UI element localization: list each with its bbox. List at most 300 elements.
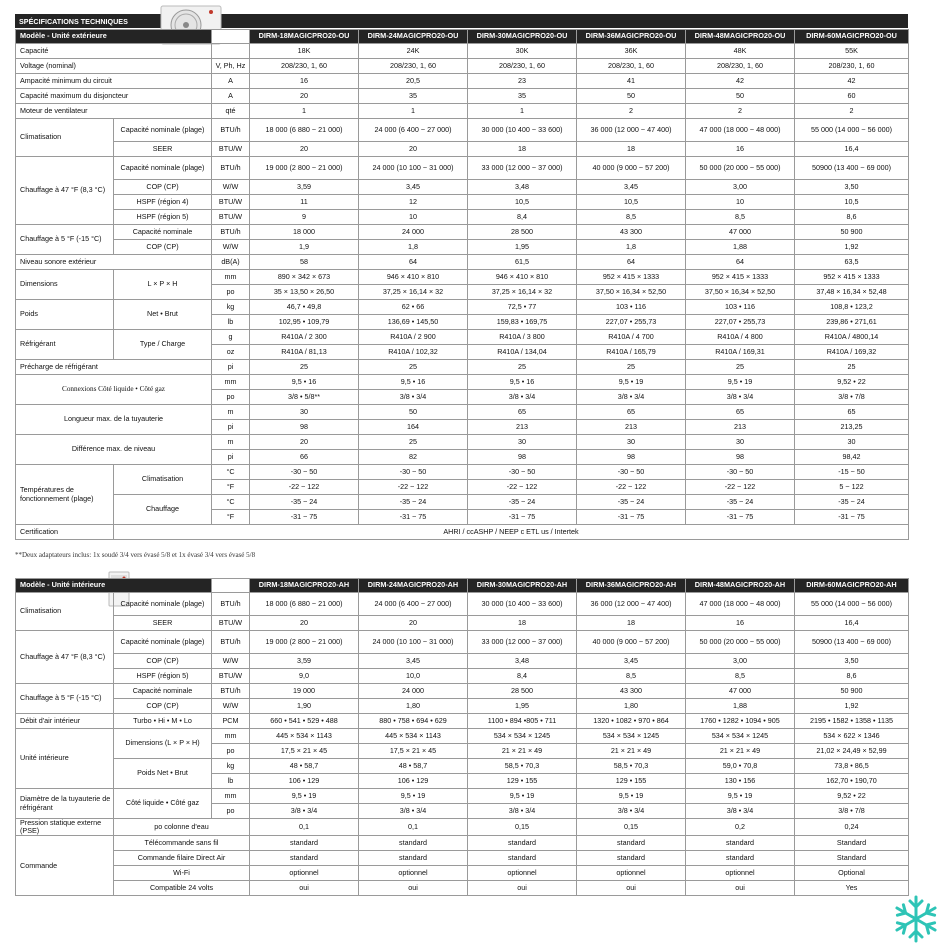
value-cell: -31 ~ 75 xyxy=(686,510,795,525)
unit-cell: g xyxy=(212,330,250,345)
value-cell: 106 • 129 xyxy=(250,774,359,789)
value-cell: -22 ~ 122 xyxy=(577,480,686,495)
value-cell: 3,59 xyxy=(250,180,359,195)
row-header: Moteur de ventilateur xyxy=(16,104,212,119)
value-cell: standard xyxy=(359,851,468,866)
table-row xyxy=(16,465,909,480)
value-cell: 9,5 • 16 xyxy=(468,375,577,390)
value-cell: 98,42 xyxy=(795,450,909,465)
sub-header: Chauffage xyxy=(114,495,212,525)
value-cell: 1,80 xyxy=(577,699,686,714)
value-cell: 36 000 (12 000 ~ 47 400) xyxy=(577,119,686,142)
outdoor-model-4: DIRM-36MAGICPRO20-OU xyxy=(577,30,686,44)
value-cell: 47 000 (18 000 ~ 48 000) xyxy=(686,119,795,142)
value-cell: 50 xyxy=(577,89,686,104)
value-cell: 42 xyxy=(795,74,909,89)
value-cell: 17,5 × 21 × 45 xyxy=(250,744,359,759)
value-cell: -31 ~ 75 xyxy=(468,510,577,525)
value-cell: 25 xyxy=(359,435,468,450)
value-cell: 1,95 xyxy=(468,699,577,714)
value-cell: 64 xyxy=(686,255,795,270)
value-cell: 10,0 xyxy=(359,669,468,684)
value-cell: 62 • 66 xyxy=(359,300,468,315)
value-cell: 227,07 • 255,73 xyxy=(577,315,686,330)
value-cell: 208/230, 1, 60 xyxy=(795,59,909,74)
section-title: SPÉCIFICATIONS TECHNIQUES xyxy=(15,14,908,28)
unit-cell: BTU/h xyxy=(212,684,250,699)
value-cell: 3/8 • 3/4 xyxy=(686,390,795,405)
unit-cell: mm xyxy=(212,375,250,390)
certification-logos: AHRI / ccASHP / NEEP c ETL us / Intertek xyxy=(114,525,909,540)
value-cell: 8,4 xyxy=(468,210,577,225)
value-cell: 3/8 • 3/4 xyxy=(468,804,577,819)
value-cell: -30 ~ 50 xyxy=(468,465,577,480)
unit-cell: W/W xyxy=(212,699,250,714)
table-row xyxy=(16,631,909,654)
value-cell: 50900 (13 400 ~ 69 000) xyxy=(795,157,909,180)
table-row xyxy=(16,59,909,74)
value-cell: 3/8 • 3/4 xyxy=(250,804,359,819)
value-cell: 9,0 xyxy=(250,669,359,684)
value-cell: 130 • 156 xyxy=(686,774,795,789)
unit-cell: po xyxy=(212,285,250,300)
value-cell: 73,8 • 86,5 xyxy=(795,759,909,774)
unit-cell: BTU/W xyxy=(212,616,250,631)
value-cell: R410A / 102,32 xyxy=(359,345,468,360)
value-cell: 9,5 • 19 xyxy=(686,375,795,390)
value-cell: Standard xyxy=(795,851,909,866)
value-cell: 8,4 xyxy=(468,669,577,684)
value-cell: R410A / 165,79 xyxy=(577,345,686,360)
value-cell: R410A / 2 300 xyxy=(250,330,359,345)
value-cell: 3,50 xyxy=(795,654,909,669)
table-row xyxy=(16,240,909,255)
value-cell: 16,4 xyxy=(795,616,909,631)
value-cell: 36 000 (12 000 ~ 47 400) xyxy=(577,593,686,616)
unit-cell: BTU/W xyxy=(212,195,250,210)
table-row xyxy=(16,593,909,616)
value-cell: 30 xyxy=(795,435,909,450)
value-cell: 534 × 534 × 1245 xyxy=(468,729,577,744)
row-header: Pression statique externe (PSE) xyxy=(16,819,114,836)
indoor-model-2: DIRM-24MAGICPRO20-AH xyxy=(359,579,468,593)
outdoor-model-5: DIRM-48MAGICPRO20-OU xyxy=(686,30,795,44)
unit-cell: °F xyxy=(212,510,250,525)
unit-cell: kg xyxy=(212,759,250,774)
value-cell: 213 xyxy=(468,420,577,435)
value-cell: 1,88 xyxy=(686,699,795,714)
table-row xyxy=(16,654,909,669)
value-cell: 952 × 415 × 1333 xyxy=(795,270,909,285)
value-cell: 1 xyxy=(359,104,468,119)
value-cell: 1,88 xyxy=(686,240,795,255)
value-cell: 3,45 xyxy=(359,180,468,195)
value-cell: 8,5 xyxy=(686,669,795,684)
group-header: Longueur max. de la tuyauterie xyxy=(16,405,212,435)
value-cell: -35 ~ 24 xyxy=(359,495,468,510)
snowflake-logo-icon xyxy=(890,893,942,945)
table-row xyxy=(16,866,909,881)
value-cell: 25 xyxy=(468,360,577,375)
value-cell: 0,15 xyxy=(468,819,577,836)
value-cell: 24K xyxy=(359,44,468,59)
value-cell: 2 xyxy=(686,104,795,119)
value-cell: 20,5 xyxy=(359,74,468,89)
row-header: Certification xyxy=(16,525,114,540)
value-cell: 5 ~ 122 xyxy=(795,480,909,495)
value-cell: 8,5 xyxy=(577,669,686,684)
group-header: Poids xyxy=(16,300,114,330)
value-cell: 61,5 xyxy=(468,255,577,270)
sub-header: Capacité nominale (plage) xyxy=(114,631,212,654)
value-cell: 20 xyxy=(359,616,468,631)
value-cell: 3/8 • 3/4 xyxy=(468,390,577,405)
value-cell: 11 xyxy=(250,195,359,210)
value-cell: 33 000 (12 000 ~ 37 000) xyxy=(468,631,577,654)
value-cell: 3/8 • 3/4 xyxy=(577,390,686,405)
sub-header: Capacité nominale (plage) xyxy=(114,593,212,616)
value-cell: -31 ~ 75 xyxy=(359,510,468,525)
row-header: Précharge de réfrigérant xyxy=(16,360,212,375)
value-cell: 0,1 xyxy=(359,819,468,836)
value-cell: 24 000 xyxy=(359,684,468,699)
unit-cell: BTU/h xyxy=(212,157,250,180)
table-row xyxy=(16,255,909,270)
sub-header: Côté liquide • Côté gaz xyxy=(114,789,212,819)
value-cell: 2195 • 1582 • 1358 • 1135 xyxy=(795,714,909,729)
value-cell: 534 × 622 × 1346 xyxy=(795,729,909,744)
table-row xyxy=(16,300,909,315)
unit-cell: W/W xyxy=(212,180,250,195)
value-cell: 48 • 58,7 xyxy=(250,759,359,774)
sub-header: HSPF (région 5) xyxy=(114,210,212,225)
value-cell: 42 xyxy=(686,74,795,89)
value-cell: 0,1 xyxy=(250,819,359,836)
value-cell: 12 xyxy=(359,195,468,210)
value-cell: 41 xyxy=(577,74,686,89)
value-cell: 20 xyxy=(250,435,359,450)
value-cell: 98 xyxy=(686,450,795,465)
value-cell: 3,00 xyxy=(686,654,795,669)
table-row xyxy=(16,851,909,866)
value-cell: 3,45 xyxy=(577,180,686,195)
value-cell: standard xyxy=(577,851,686,866)
group-header: Chauffage à 5 °F (-15 °C) xyxy=(16,225,114,255)
value-cell: 534 × 534 × 1245 xyxy=(686,729,795,744)
value-cell: 98 xyxy=(577,450,686,465)
value-cell: standard xyxy=(250,836,359,851)
value-cell: 8,6 xyxy=(795,210,909,225)
indoor-model-6: DIRM-60MAGICPRO20-AH xyxy=(795,579,909,593)
value-cell: 23 xyxy=(468,74,577,89)
value-cell: R410A / 2 900 xyxy=(359,330,468,345)
value-cell: R410A / 81,13 xyxy=(250,345,359,360)
row-header: Débit d'air intérieur xyxy=(16,714,114,729)
table-row xyxy=(16,699,909,714)
value-cell: 50 xyxy=(686,89,795,104)
value-cell: 208/230, 1, 60 xyxy=(359,59,468,74)
value-cell: 102,95 • 109,79 xyxy=(250,315,359,330)
value-cell: 43 300 xyxy=(577,684,686,699)
sub-header: Capacité nominale xyxy=(114,225,212,240)
value-cell: 28 500 xyxy=(468,225,577,240)
sub-header: HSPF (région 5) xyxy=(114,669,212,684)
value-cell: 0,24 xyxy=(795,819,909,836)
value-cell: 1,95 xyxy=(468,240,577,255)
value-cell: 24 000 (10 100 ~ 31 000) xyxy=(359,631,468,654)
unit-cell: mm xyxy=(212,789,250,804)
outdoor-model-2: DIRM-24MAGICPRO20-OU xyxy=(359,30,468,44)
value-cell: R410A / 169,32 xyxy=(795,345,909,360)
value-cell: 129 • 155 xyxy=(577,774,686,789)
indoor-model-5: DIRM-48MAGICPRO20-AH xyxy=(686,579,795,593)
unit-cell: pi xyxy=(212,450,250,465)
outdoor-model-label: Modèle - Unité extérieure xyxy=(16,30,212,44)
value-cell: 208/230, 1, 60 xyxy=(250,59,359,74)
value-cell: optionnel xyxy=(686,866,795,881)
unit-cell: V, Ph, Hz xyxy=(212,59,250,74)
sub-header: Télécommande sans fil xyxy=(114,836,250,851)
value-cell: 37,50 × 16,34 × 52,50 xyxy=(686,285,795,300)
value-cell: 25 xyxy=(250,360,359,375)
value-cell: 1,8 xyxy=(577,240,686,255)
table-row xyxy=(16,759,909,774)
value-cell: 47 000 xyxy=(686,225,795,240)
unit-cell: °F xyxy=(212,480,250,495)
unit-cell: po xyxy=(212,744,250,759)
unit-cell: pi xyxy=(212,420,250,435)
value-cell: 3,48 xyxy=(468,654,577,669)
indoor-model-3: DIRM-30MAGICPRO20-AH xyxy=(468,579,577,593)
value-cell: 9,5 • 16 xyxy=(359,375,468,390)
value-cell: optionnel xyxy=(250,866,359,881)
unit-cell: qté xyxy=(212,104,250,119)
row-header: Voltage (nominal) xyxy=(16,59,212,74)
value-cell: 1,92 xyxy=(795,699,909,714)
value-cell: 9,52 • 22 xyxy=(795,375,909,390)
sub-header: Poids Net • Brut xyxy=(114,759,212,789)
value-cell: 445 × 534 × 1143 xyxy=(250,729,359,744)
value-cell: 164 xyxy=(359,420,468,435)
value-cell: 10,5 xyxy=(795,195,909,210)
value-cell: Standard xyxy=(795,836,909,851)
outdoor-spec-table xyxy=(15,29,909,540)
value-cell: -22 ~ 122 xyxy=(468,480,577,495)
value-cell: 28 500 xyxy=(468,684,577,699)
value-cell: 0,15 xyxy=(577,819,686,836)
value-cell: 47 000 (18 000 ~ 48 000) xyxy=(686,593,795,616)
value-cell: 1 xyxy=(468,104,577,119)
indoor-model-4: DIRM-36MAGICPRO20-AH xyxy=(577,579,686,593)
group-header: Diamètre de la tuyauterie de réfrigérant xyxy=(16,789,114,819)
outdoor-model-6: DIRM-60MAGICPRO20-OU xyxy=(795,30,909,44)
value-cell: 50 000 (20 000 ~ 55 000) xyxy=(686,631,795,654)
value-cell: 65 xyxy=(795,405,909,420)
table-row xyxy=(16,119,909,142)
value-cell: 25 xyxy=(359,360,468,375)
value-cell: 60 xyxy=(795,89,909,104)
value-cell: 3,48 xyxy=(468,180,577,195)
outdoor-model-3: DIRM-30MAGICPRO20-OU xyxy=(468,30,577,44)
table-row xyxy=(16,330,909,345)
value-cell: 64 xyxy=(359,255,468,270)
value-cell: 58,5 • 70,3 xyxy=(468,759,577,774)
value-cell: 3,50 xyxy=(795,180,909,195)
value-cell: 3/8 • 7/8 xyxy=(795,390,909,405)
table-row xyxy=(16,789,909,804)
value-cell: 1,92 xyxy=(795,240,909,255)
value-cell: Yes xyxy=(795,881,909,896)
group-header: Chauffage à 5 °F (-15 °C) xyxy=(16,684,114,714)
value-cell: 63,5 xyxy=(795,255,909,270)
value-cell: 21 × 21 × 49 xyxy=(686,744,795,759)
value-cell: 103 • 116 xyxy=(577,300,686,315)
value-cell: -22 ~ 122 xyxy=(686,480,795,495)
value-cell: -30 ~ 50 xyxy=(250,465,359,480)
unit-cell: BTU/h xyxy=(212,631,250,654)
group-header: Connexions Côté liquide • Côté gaz xyxy=(16,375,212,405)
sub-header: Capacité nominale xyxy=(114,684,212,699)
value-cell: 108,8 • 123,2 xyxy=(795,300,909,315)
value-cell: optionnel xyxy=(468,866,577,881)
value-cell: 1,80 xyxy=(359,699,468,714)
value-cell: 3,45 xyxy=(359,654,468,669)
value-cell: -31 ~ 75 xyxy=(577,510,686,525)
value-cell: 50 000 (20 000 ~ 55 000) xyxy=(686,157,795,180)
value-cell: 55 000 (14 000 ~ 56 000) xyxy=(795,593,909,616)
value-cell: 129 • 155 xyxy=(468,774,577,789)
value-cell: optionnel xyxy=(359,866,468,881)
value-cell: 18K xyxy=(250,44,359,59)
unit-cell: PCM xyxy=(212,714,250,729)
value-cell: 58 xyxy=(250,255,359,270)
sub-header: HSPF (région 4) xyxy=(114,195,212,210)
value-cell: 30 xyxy=(250,405,359,420)
table-row xyxy=(16,375,909,390)
sub-header: Capacité nominale (plage) xyxy=(114,119,212,142)
value-cell: 50 900 xyxy=(795,684,909,699)
sub-header: Turbo • Hi • M • Lo xyxy=(114,714,212,729)
value-cell: 2 xyxy=(577,104,686,119)
group-header: Réfrigérant xyxy=(16,330,114,360)
value-cell: 30 000 (10 400 ~ 33 600) xyxy=(468,119,577,142)
unit-cell: lb xyxy=(212,774,250,789)
value-cell: 18 000 (6 880 ~ 21 000) xyxy=(250,119,359,142)
value-cell: standard xyxy=(468,851,577,866)
value-cell: 59,0 • 70,8 xyxy=(686,759,795,774)
unit-cell: BTU/W xyxy=(212,669,250,684)
value-cell: 10,5 xyxy=(468,195,577,210)
value-cell: 208/230, 1, 60 xyxy=(577,59,686,74)
unit-cell: dB(A) xyxy=(212,255,250,270)
footnote: **Deux adaptateurs inclus: 1x soudé 3/4 vers évasé 5/8 et 1x évasé 3/4 vers évasé 5/8 xyxy=(15,551,256,559)
value-cell: 9,5 • 19 xyxy=(686,789,795,804)
table-row xyxy=(16,819,909,836)
value-cell: 20 xyxy=(250,89,359,104)
value-cell: 213 xyxy=(577,420,686,435)
value-cell: 25 xyxy=(686,360,795,375)
unit-cell: A xyxy=(212,74,250,89)
table-row xyxy=(16,180,909,195)
value-cell: oui xyxy=(686,881,795,896)
table-row xyxy=(16,225,909,240)
table-row xyxy=(16,157,909,180)
value-cell: 30 000 (10 400 ~ 33 600) xyxy=(468,593,577,616)
table-row xyxy=(16,616,909,631)
unit-cell: pi xyxy=(212,360,250,375)
value-cell: 3,59 xyxy=(250,654,359,669)
value-cell: 35 xyxy=(468,89,577,104)
value-cell: 37,50 × 16,34 × 52,50 xyxy=(577,285,686,300)
value-cell: -35 ~ 24 xyxy=(468,495,577,510)
value-cell: -35 ~ 24 xyxy=(577,495,686,510)
value-cell: 9,5 • 16 xyxy=(250,375,359,390)
value-cell: 3,45 xyxy=(577,654,686,669)
value-cell: 880 • 758 • 694 • 629 xyxy=(359,714,468,729)
value-cell: 46,7 • 49,8 xyxy=(250,300,359,315)
value-cell: 30 xyxy=(577,435,686,450)
value-cell: Optional xyxy=(795,866,909,881)
value-cell: standard xyxy=(686,836,795,851)
unit-cell: W/W xyxy=(212,240,250,255)
unit-cell: lb xyxy=(212,315,250,330)
value-cell: 946 × 410 × 810 xyxy=(468,270,577,285)
value-cell: -35 ~ 24 xyxy=(795,495,909,510)
value-cell: 3/8 • 3/4 xyxy=(359,390,468,405)
row-header: Capacité maximum du disjoncteur xyxy=(16,89,212,104)
value-cell: optionnel xyxy=(577,866,686,881)
value-cell: 0,2 xyxy=(686,819,795,836)
value-cell: 48K xyxy=(686,44,795,59)
value-cell: standard xyxy=(468,836,577,851)
value-cell: 208/230, 1, 60 xyxy=(686,59,795,74)
row-header: Niveau sonore extérieur xyxy=(16,255,212,270)
sub-header: Net • Brut xyxy=(114,300,212,330)
value-cell: 159,83 • 169,75 xyxy=(468,315,577,330)
unit-cell: mm xyxy=(212,270,250,285)
value-cell: 24 000 xyxy=(359,225,468,240)
value-cell: 1 xyxy=(250,104,359,119)
value-cell: 9,5 • 19 xyxy=(468,789,577,804)
sub-header: Climatisation xyxy=(114,465,212,495)
value-cell: 3,00 xyxy=(686,180,795,195)
sub-header: po colonne d'eau xyxy=(114,819,250,836)
table-row xyxy=(16,525,909,540)
value-cell: -22 ~ 122 xyxy=(359,480,468,495)
table-row xyxy=(16,89,909,104)
table-row xyxy=(16,435,909,450)
value-cell: 16 xyxy=(686,616,795,631)
value-cell: 952 × 415 × 1333 xyxy=(577,270,686,285)
table-row xyxy=(16,495,909,510)
blank-cell xyxy=(212,44,250,59)
value-cell: 1760 • 1282 • 1094 • 905 xyxy=(686,714,795,729)
value-cell: 208/230, 1, 60 xyxy=(468,59,577,74)
value-cell: 48 • 58,7 xyxy=(359,759,468,774)
group-header: Températures de fonctionnement (plage) xyxy=(16,465,114,525)
value-cell: 106 • 129 xyxy=(359,774,468,789)
value-cell: 40 000 (9 000 ~ 57 200) xyxy=(577,631,686,654)
value-cell: 50 900 xyxy=(795,225,909,240)
value-cell: 8,6 xyxy=(795,669,909,684)
table-row xyxy=(16,270,909,285)
value-cell: 17,5 × 21 × 45 xyxy=(359,744,468,759)
table-row xyxy=(16,142,909,157)
value-cell: 18 xyxy=(577,616,686,631)
value-cell: 103 • 116 xyxy=(686,300,795,315)
value-cell: -31 ~ 75 xyxy=(250,510,359,525)
group-header: Chauffage à 47 °F (8,3 °C) xyxy=(16,631,114,684)
